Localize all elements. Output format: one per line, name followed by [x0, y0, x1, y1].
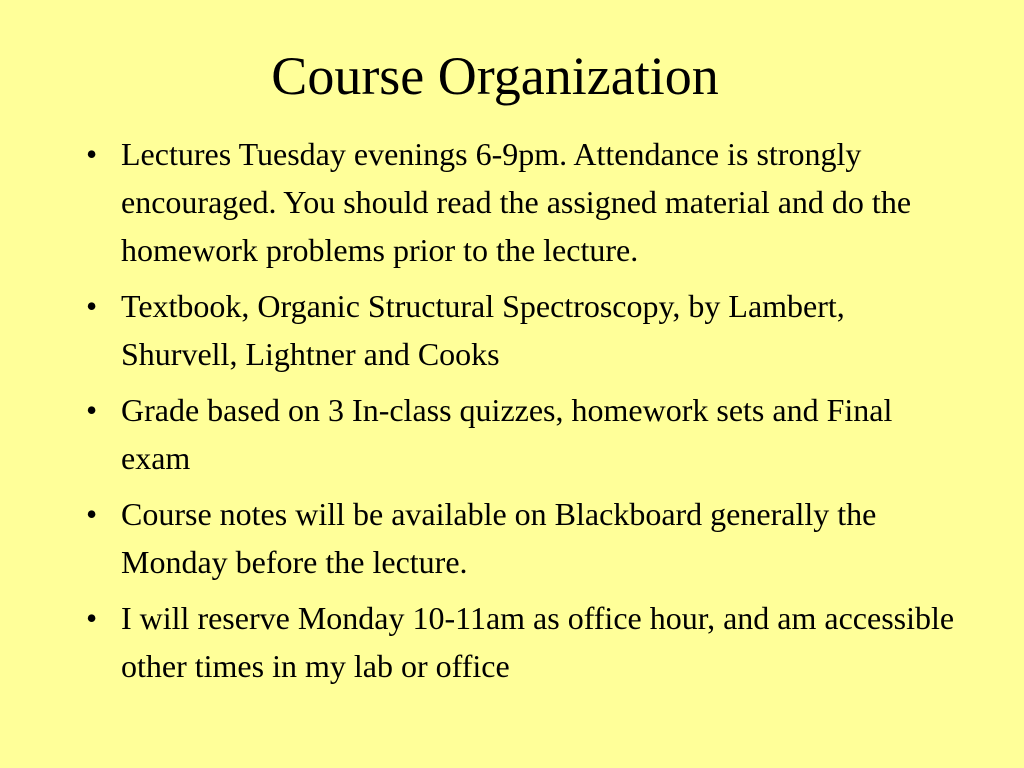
bullet-list [86, 130, 966, 698]
bullet-item: • I will reserve Monday 10-11am as office hour, and am accessible other times in my lab or office [86, 594, 966, 690]
bullet-item: • Grade based on 3 In-class quizzes, homework sets and Final exam [86, 386, 966, 482]
bullet-item: • Course notes will be available on Blackboard generally the Monday before the lecture. [86, 490, 966, 586]
bullet-item: • Lectures Tuesday evenings 6-9pm. Attendance is strongly encouraged. You should read the assigned material and do the homework problems prior to the lecture. [86, 130, 966, 274]
slide-title: Course Organization [271, 46, 719, 106]
bullet-item: • Textbook, Organic Structural Spectroscopy, by Lambert, Shurvell, Lightner and Cooks [86, 282, 966, 378]
